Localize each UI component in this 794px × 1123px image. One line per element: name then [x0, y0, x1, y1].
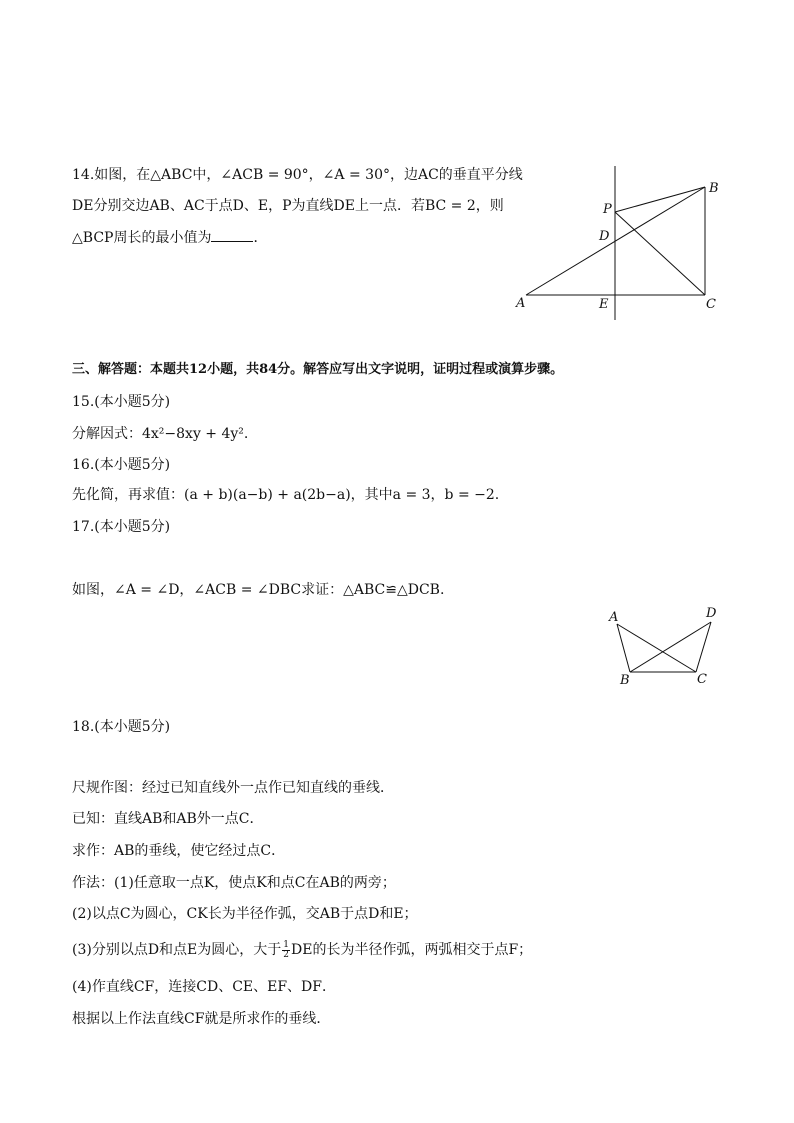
label-D: D — [706, 606, 717, 621]
label-A: A — [516, 296, 526, 311]
q18-line8: 根据以上作法直线CF就是所求作的垂线． — [72, 1011, 331, 1027]
label-C: C — [706, 297, 716, 312]
q18-line6-pre: (3)分别以点D和点E为圆心，大于 — [72, 942, 282, 958]
q14-line3 — [72, 229, 267, 247]
q15-body: 分解因式：4x²−8xy + 4y². — [72, 426, 249, 442]
segment-PC — [615, 212, 705, 295]
q14-line3-text: △BCP周长的最小值为 — [72, 230, 212, 246]
q14-line3-end: ． — [253, 230, 268, 246]
one-half-fraction — [282, 941, 290, 960]
q18-line2: 已知：直线AB和AB外一点C． — [72, 811, 264, 827]
q17-figure — [600, 602, 730, 687]
q18-line1: 尺规作图：经过已知直线外一点作已知直线的垂线． — [72, 780, 394, 796]
q18-line7: (4)作直线CF，连接CD、CE、EF、DF． — [72, 979, 336, 995]
q14-line2: DE分别交边AB、AC于点D、E，P为直线DE上一点．若BC = 2，则 — [72, 198, 504, 214]
q18-line4: 作法：(1)任意取一点K，使点K和点C在AB的两旁； — [72, 875, 396, 891]
label-D: D — [599, 229, 610, 244]
label-B: B — [620, 673, 630, 687]
q14-line1: 14.如图，在△ABC中，∠ACB = 90°，∠A = 30°，边AC的垂直平分线 — [72, 167, 523, 183]
q18-line5: (2)以点C为圆心，CK长为半径作弧，交AB于点D和E； — [72, 906, 418, 922]
segment-PB — [615, 187, 705, 212]
fraction-denominator: 2 — [283, 949, 290, 960]
q18-title: 18.(本小题5分) — [72, 719, 171, 735]
q18-line6-post: DE的长为半径作弧，两弧相交于点F； — [291, 942, 533, 958]
q15-title: 15.(本小题5分) — [72, 394, 171, 410]
label-E: E — [599, 297, 609, 312]
answer-blank — [211, 229, 253, 242]
label-A: A — [609, 610, 619, 625]
q16-body: 先化简，再求值：(a + b)(a−b) + a(2b−a)，其中a = 3，b = −2. — [72, 487, 500, 503]
q18-line6 — [72, 939, 532, 961]
q17-body: 如图，∠A = ∠D，∠ACB = ∠DBC求证：△ABC≌△DCB. — [72, 582, 445, 598]
segment-DB — [630, 622, 711, 672]
segment-AC — [617, 624, 696, 672]
fraction-numerator: 1 — [283, 939, 290, 950]
q14-figure — [505, 160, 735, 325]
label-C: C — [697, 672, 707, 687]
section-heading: 三、解答题：本题共12小题，共84分。解答应写出文字说明，证明过程或演算步骤。 — [72, 362, 564, 377]
label-B: B — [709, 181, 719, 196]
q18-line3: 求作：AB的垂线，使它经过点C． — [72, 843, 286, 859]
q17-title: 17.(本小题5分) — [72, 519, 171, 535]
q16-title: 16.(本小题5分) — [72, 457, 171, 473]
label-P: P — [603, 202, 612, 217]
